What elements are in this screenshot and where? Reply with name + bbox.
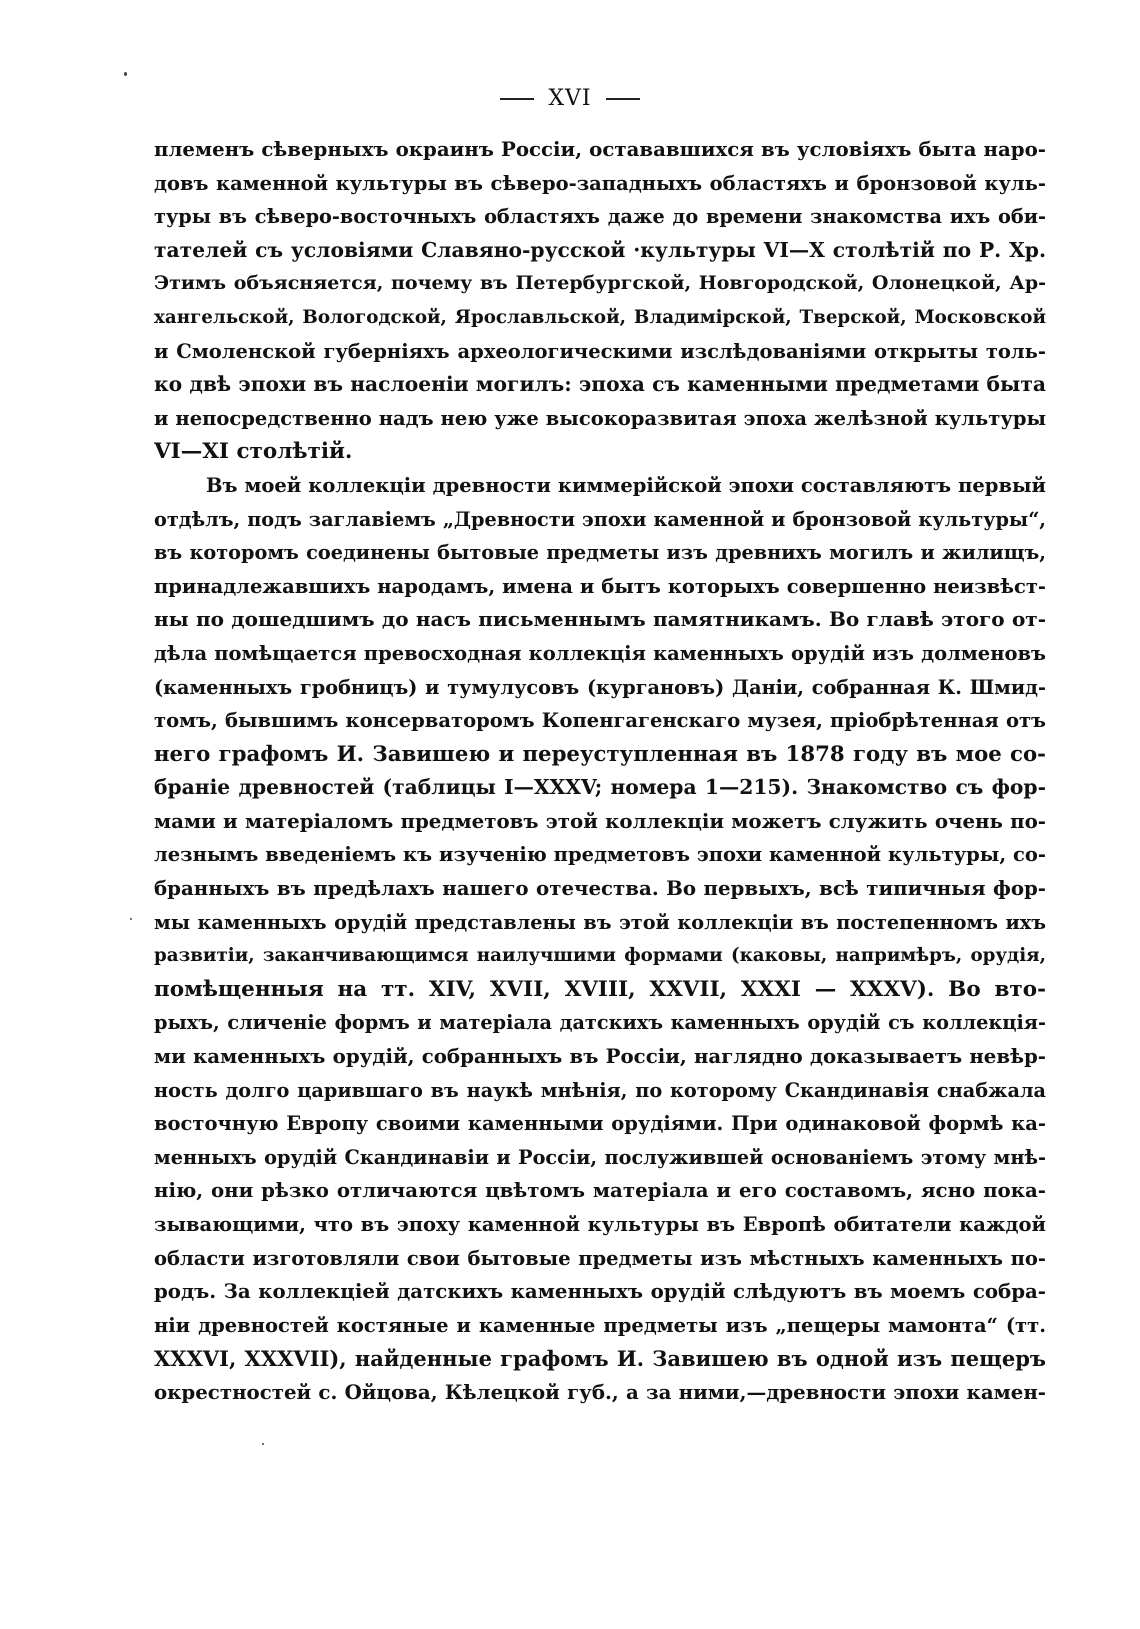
text-line: Этимъ объясняется, почему въ Петербургской, Новгородской, Олонецкой, Ар- xyxy=(154,272,1046,295)
page-number: XVI xyxy=(548,86,592,111)
text-line: зывающими, что въ эпоху каменной культуры въ Европѣ обитатели каждой xyxy=(154,1213,1046,1236)
text-line: него графомъ И. Завишею и переуступленная въ 1878 году въ мое со- xyxy=(154,741,1046,767)
text-line: области изготовляли свои бытовые предметы изъ мѣстныхъ каменныхъ по- xyxy=(154,1246,1046,1270)
text-line: ность долго царившаго въ наукѣ мнѣнія, по которому Скандинавія снабжала xyxy=(154,1078,1046,1102)
text-line: мы каменныхъ орудій представлены въ этой коллекціи въ постепенномъ ихъ xyxy=(154,910,1046,934)
text-line: помѣщенныя на тт. XIV, XVII, XVIII, XXVII, XXXI — XXXV). Во вто- xyxy=(154,976,1046,1002)
text-line: ми каменныхъ орудій, собранныхъ въ Россіи, наглядно доказываетъ невѣр- xyxy=(154,1044,1046,1069)
paragraph-1 xyxy=(154,133,1046,469)
text-line: ніи древностей костяные и каменные предметы изъ „пещеры мамонта“ (тт. xyxy=(154,1313,1046,1337)
print-speck xyxy=(130,918,132,920)
text-line: Въ моей коллекціи древности киммерійской эпохи составляютъ первый xyxy=(206,473,1046,497)
text-line: въ которомъ соединены бытовые предметы изъ древнихъ могилъ и жилищъ, xyxy=(154,541,1046,565)
text-line: и Смоленской губерніяхъ археологическими изслѣдованіями открыты толь- xyxy=(154,339,1046,363)
print-speck xyxy=(262,1443,264,1445)
text-line: дѣла помѣщается превосходная коллекція каменныхъ орудій изъ долменовъ xyxy=(154,641,1046,665)
left-dash xyxy=(500,98,534,100)
text-line: ны по дошедшимъ до насъ письменнымъ памятникамъ. Во главѣ этого от- xyxy=(154,607,1046,632)
text-line: нію, они рѣзко отличаются цвѣтомъ матеріала и его составомъ, ясно пока- xyxy=(154,1178,1046,1203)
body-text xyxy=(154,133,1046,1410)
text-line: мами и матеріаломъ предметовъ этой коллекціи можетъ служить очень по- xyxy=(154,808,1046,833)
paragraph-2 xyxy=(154,469,1046,1410)
text-line: тателей съ условіями Славяно-русской ·культуры VI—X столѣтій по Р. Хр. xyxy=(154,237,1046,262)
text-line: туры въ сѣверо-восточныхъ областяхъ даже до времени знакомства ихъ оби- xyxy=(154,205,1046,229)
text-line: родъ. За коллекціей датскихъ каменныхъ орудій слѣдуютъ въ моемъ собра- xyxy=(154,1279,1046,1304)
text-line: хангельской, Вологодской, Ярославльской, Владимірской, Тверской, Московской xyxy=(154,306,1046,328)
text-line: (каменныхъ гробницъ) и тумулусовъ (кургановъ) Даніи, собранная К. Шмид- xyxy=(154,675,1046,699)
text-line: и непосредственно надъ нею уже высокоразвитая эпоха желѣзной культуры xyxy=(154,406,1046,430)
text-line: рыхъ, сличеніе формъ и матеріала датскихъ каменныхъ орудій съ коллекція- xyxy=(154,1011,1046,1035)
page-number-header xyxy=(0,86,1140,111)
print-speck xyxy=(124,72,127,76)
right-dash xyxy=(606,98,640,100)
text-line: бранныхъ въ предѣлахъ нашего отечества. Во первыхъ, всѣ типичныя фор- xyxy=(154,876,1046,901)
text-line: браніе древностей (таблицы I—XXXV; номера 1—215). Знакомство съ фор- xyxy=(154,775,1046,800)
text-line: окрестностей с. Ойцова, Кѣлецкой губ., а за ними,—древности эпохи камен- xyxy=(154,1379,1046,1404)
text-line: XXXVI, XXXVII), найденные графомъ И. Завишею въ одной изъ пещеръ xyxy=(154,1346,1046,1372)
text-line: племенъ сѣверныхъ окраинъ Россіи, остававшихся въ условіяхъ быта наро- xyxy=(154,137,1046,161)
text-line: отдѣлъ, подъ заглавіемъ „Древности эпохи каменной и бронзовой культуры“, xyxy=(154,507,1046,531)
text-line: томъ, бывшимъ консерваторомъ Копенгагенскаго музея, пріобрѣтенная отъ xyxy=(154,709,1046,733)
text-line: менныхъ орудій Скандинавіи и Россіи, послужившей основаніемъ этому мнѣ- xyxy=(154,1145,1046,1169)
text-line: ко двѣ эпохи въ наслоеніи могилъ: эпоха съ каменными предметами быта xyxy=(154,372,1046,397)
text-line: VI—XI столѣтій. xyxy=(154,439,353,465)
text-line: принадлежавшихъ народамъ, имена и бытъ которыхъ совершенно неизвѣст- xyxy=(154,574,1046,598)
text-line: довъ каменной культуры въ сѣверо-западныхъ областяхъ и бронзовой куль- xyxy=(154,171,1046,195)
text-line: развитіи, заканчивающимся наилучшими формами (каковы, напримѣръ, орудія, xyxy=(154,945,1046,967)
text-line: лезнымъ введеніемъ къ изученію предметовъ эпохи каменной культуры, со- xyxy=(154,843,1046,867)
text-line: восточную Европу своими каменными орудіями. При одинаковой формѣ ка- xyxy=(154,1112,1046,1136)
